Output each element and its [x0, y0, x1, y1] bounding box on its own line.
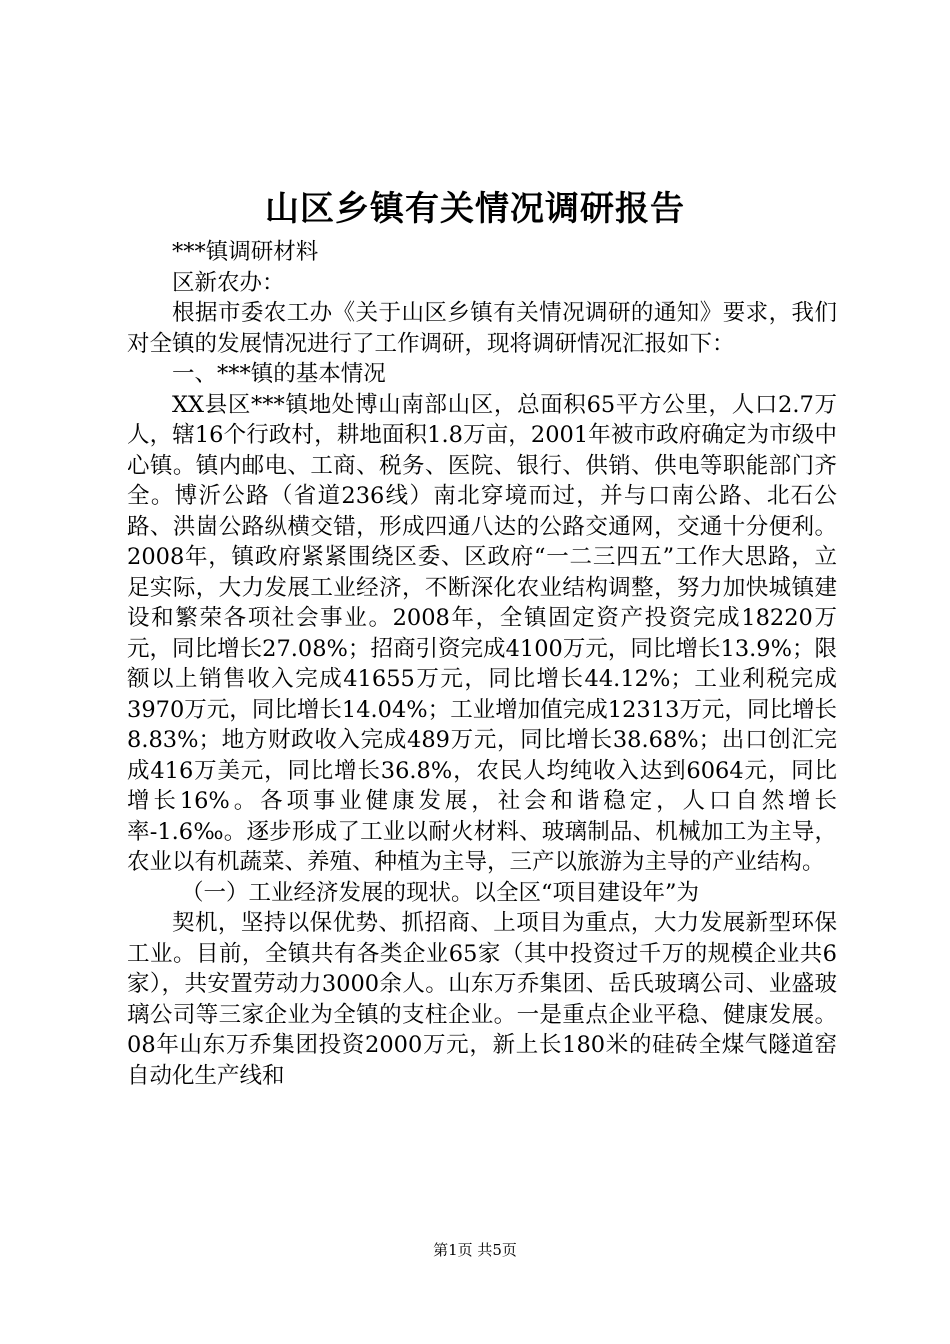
paragraph-salutation: 区新农办： — [172, 269, 285, 296]
document-title: 山区乡镇有关情况调研报告 — [265, 189, 685, 229]
subsection-heading-industry: （一）工业经济发展的现状。以全区“项目建设年”为 — [181, 879, 700, 906]
paragraph-basic-info: XX县区***镇地处博山南部山区，总面积65平方公里，人口2.7万人，辖16个行政村，耕地面积1.8万亩，2001年被市政府确定为市级中心镇。镇内邮电、工商、税务、医院、银行、供销、供电等职能部门齐全。博沂公路（省道236线）南北穿境而过，并与口南公路、北石公路、洪崮公路纵横交错，形成四通八达的公路交通网，交通十分便利。2008年，镇政府紧紧围绕区委、区政府“一二三四五”工作大思路，立足实际，大力发展工业经济，不断深化农业结构调整，努力加快城镇建设和繁荣各项社会事业。2008年，全镇固定资产投资完成18220万元，同比增长27.08%；招商引资完成4100万元，同比增长13.9%；限额以上销售收入完成41655万元，同比增长44.12%；工业利税完成3970万元，同比增长14.04%；工业增加值完成12313万元，同比增长8.83%；地方财政收入完成489万元，同比增长38.68%；出口创汇完成416万美元，同比增长36.8%，农民人均纯收入达到6064元，同比增长16%。各项事业健康发展，社会和谐稳定，人口自然增长率-1.6‰。逐步形成了工业以耐火材料、玻璃制品、机械加工为主导，农业以有机蔬菜、养殖、种植为主导，三产以旅游为主导的产业结构。 — [127, 391, 837, 875]
document-body — [127, 237, 837, 1091]
paragraph-industry: 契机，坚持以保优势、抓招商、上项目为重点，大力发展新型环保工业。目前，全镇共有各类企业65家（其中投资过千万的规模企业共6家），共安置劳动力3000余人。山东万乔集团、岳氏玻璃公司、业盛玻璃公司等三家企业为全镇的支柱企业。一是重点企业平稳、健康发展。08年山东万乔集团投资2000万元，新上长180米的硅砖全煤气隧道窑自动化生产线和 — [127, 910, 837, 1089]
page-number: 第1页 共5页 — [433, 1241, 517, 1259]
paragraph-intro: 根据市委农工办《关于山区乡镇有关情况调研的通知》要求，我们对全镇的发展情况进行了工作调研，现将调研情况汇报如下： — [127, 300, 837, 357]
section-heading-basic-info: 一、***镇的基本情况 — [172, 361, 386, 387]
paragraph-subtitle: ***镇调研材料 — [172, 239, 319, 265]
